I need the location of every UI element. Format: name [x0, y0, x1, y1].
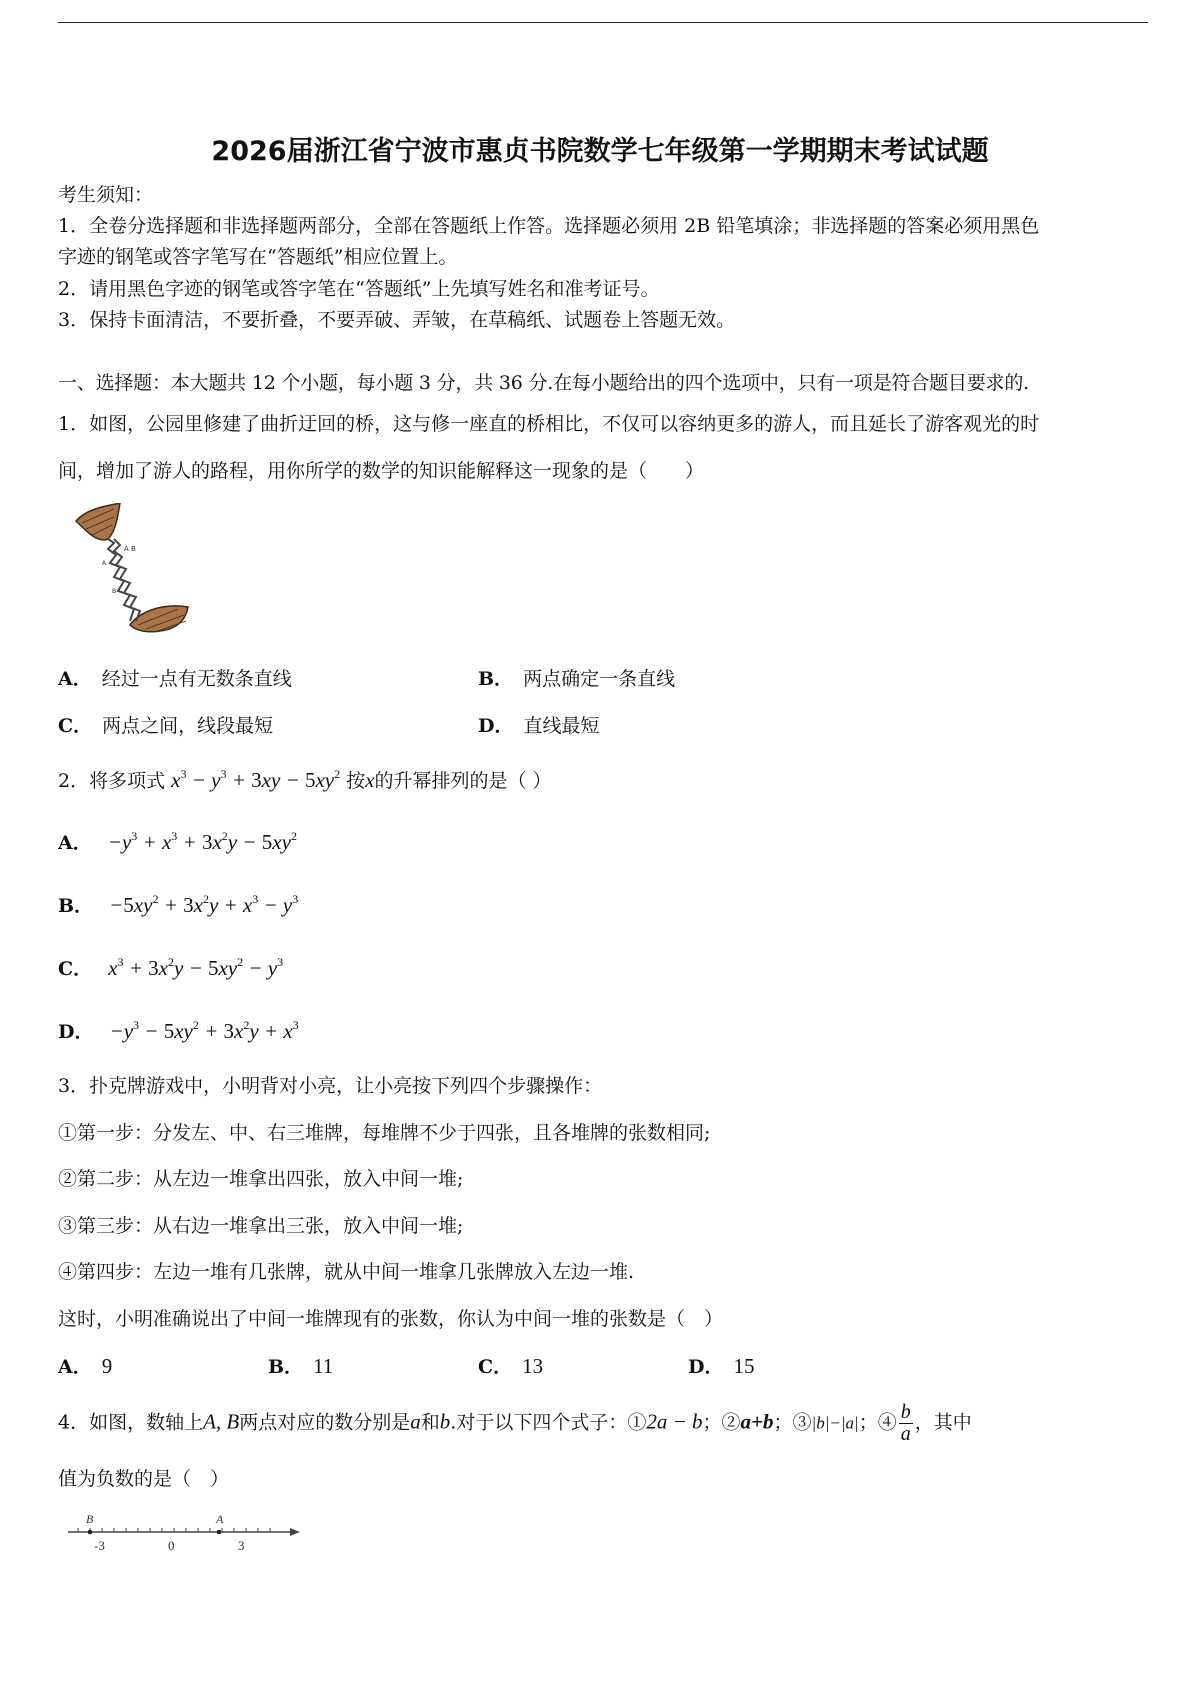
tick-label: 0 [168, 1538, 175, 1553]
q2-option-d: D． $-y^3 - 5xy^2 + 3x^2y + x^3$ [58, 1018, 299, 1043]
point-b-label: B [86, 1512, 94, 1526]
q3-step: ①第一步：分发左、中、右三堆牌，每堆牌不少于四张，且各堆牌的张数相同; [58, 1122, 711, 1144]
notice-item: 1．全卷分选择题和非选择题两部分，全部在答题纸上作答。选择题必须用 2B 铅笔填涂；非选择题的答案必须用黑色 [58, 215, 1040, 237]
svg-text:A B: A B [124, 545, 136, 553]
q2-option-b: B． $-5xy^2 + 3x^2y + x^3 - y^3$ [58, 892, 299, 917]
q3-question: 这时，小明准确说出了中间一堆牌现有的张数，你认为中间一堆的张数是（ ） [58, 1308, 724, 1330]
tick-label: 3 [238, 1538, 245, 1553]
point-a [217, 1530, 222, 1535]
q4-stem-line2: 值为负数的是（ ） [58, 1468, 230, 1490]
point-a-label: A [216, 1512, 224, 1526]
q3-option-a: A． 9 [58, 1354, 113, 1378]
notice-heading: 考生须知： [58, 184, 154, 206]
q3-step: ②第二步：从左边一堆拿出四张，放入中间一堆; [58, 1168, 464, 1190]
fraction-b-over-a: $\frac{b}{a}$ [900, 1401, 911, 1445]
tick-label: -3 [94, 1538, 105, 1553]
notice-item: 2．请用黑色字迹的钢笔或答字笔在“答题纸”上先填写姓名和准考证号。 [58, 278, 660, 300]
q1-option-b: B． 两点确定一条直线 [478, 668, 676, 690]
q3-step: ③第三步：从右边一堆拿出三张，放入中间一堆; [58, 1215, 464, 1237]
q1-stem-line2: 间，增加了游人的路程，用你所学的数学的知识能解释这一现象的是（ ） [58, 460, 705, 482]
q4-stem: 4．如图，数轴上A, B两点对应的数分别是a和b.对于以下四个式子：①2a − b；②a+b；③|b|−|a|；④ $\frac{b}{a}$ ，其中 [58, 1401, 972, 1445]
q3-option-b: B． 11 [268, 1354, 334, 1378]
point-b [88, 1530, 93, 1535]
q2-stem: 2．将多项式 $x^3 - y^3 + 3xy - 5xy^2$ 按x的升幂排列的是（ ） [58, 767, 552, 792]
svg-text:B: B [112, 588, 117, 595]
q3-stem: 3．扑克牌游戏中，小明背对小亮，让小亮按下列四个步骤操作： [58, 1075, 603, 1097]
svg-text:A: A [102, 560, 107, 567]
q2-option-a: A． $-y^3 + x^3 + 3x^2y - 5xy^2$ [58, 829, 297, 854]
q3-step: ④第四步：左边一堆有几张牌，就从中间一堆拿几张牌放入左边一堆. [58, 1261, 635, 1283]
notice-item: 3．保持卡面清洁，不要折叠，不要弄破、弄皱，在草稿纸、试题卷上答题无效。 [58, 309, 736, 331]
q1-option-a: A． 经过一点有无数条直线 [58, 668, 292, 690]
notice-item: 字迹的钢笔或答字笔写在“答题纸”相应位置上。 [58, 246, 458, 268]
q1-option-d: D． 直线最短 [478, 715, 600, 737]
q2-polynomial: $x^3 - y^3 + 3xy - 5xy^2$ [171, 767, 341, 792]
top-rule [58, 22, 1148, 23]
q3-option-c: C． 13 [478, 1354, 544, 1378]
q3-option-d: D． 15 [688, 1354, 755, 1378]
zigzag-bridge-figure [68, 503, 198, 638]
section-heading: 一、选择题：本大题共 12 个小题，每小题 3 分，共 36 分.在每小题给出的四个选项中，只有一项是符合题目要求的. [58, 372, 1029, 394]
q1-option-c: C． 两点之间，线段最短 [58, 715, 274, 737]
q1-stem-line1: 1．如图，公园里修建了曲折迂回的桥，这与修一座直的桥相比，不仅可以容纳更多的游人，而且延长了游客观光的时 [58, 413, 1040, 435]
q2-option-c: C． $x^3 + 3x^2y - 5xy^2 - y^3$ [58, 955, 284, 980]
number-line-figure [64, 1510, 304, 1556]
page-title: 2026届浙江省宁波市惠贞书院数学七年级第一学期期末考试试题 [211, 136, 989, 167]
